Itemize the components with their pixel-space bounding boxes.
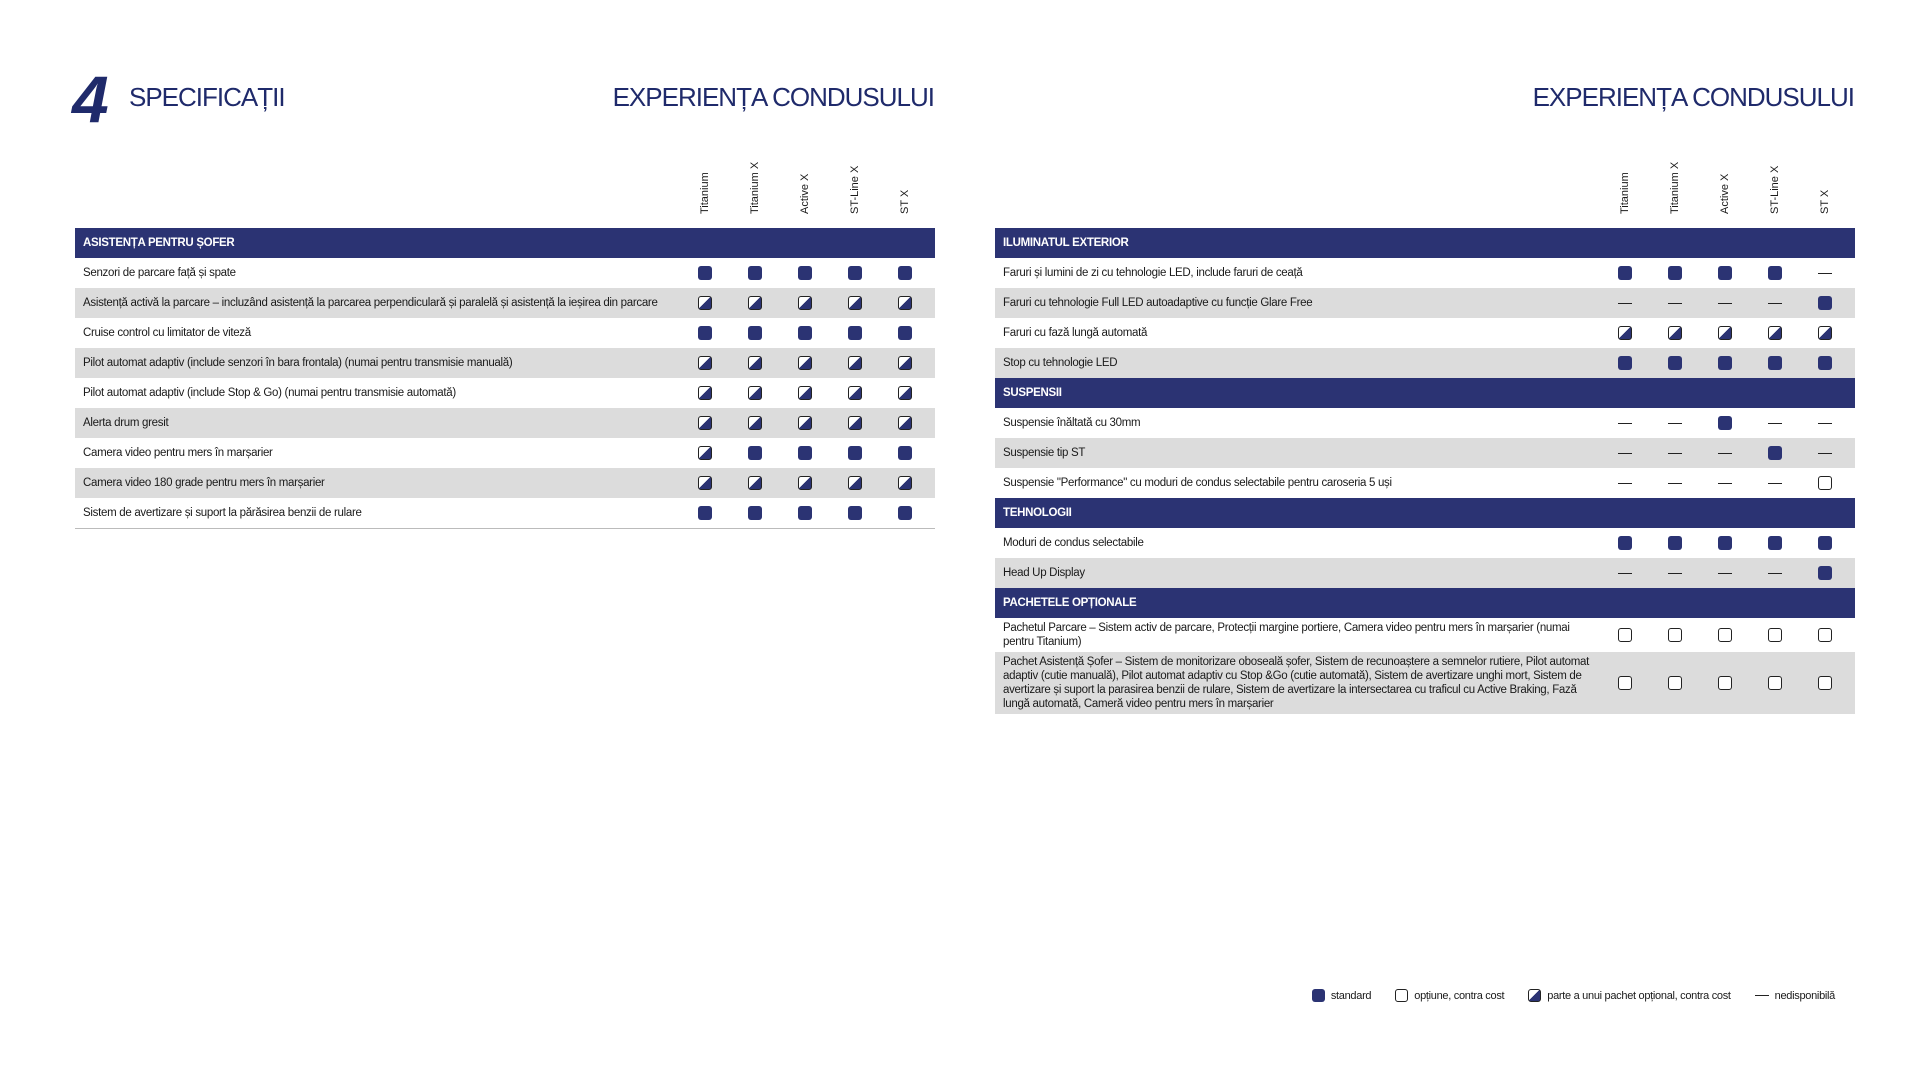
not-available-marker bbox=[1668, 573, 1682, 574]
package-marker bbox=[848, 386, 862, 400]
package-marker bbox=[748, 416, 762, 430]
standard-marker bbox=[1668, 536, 1682, 550]
column-header bbox=[680, 160, 730, 226]
row-label: Faruri cu fază lungă automată bbox=[1003, 327, 1148, 339]
standard-marker bbox=[748, 326, 762, 340]
column-header-label: Active X bbox=[1719, 173, 1731, 214]
right-spec-table bbox=[995, 160, 1855, 714]
table-row bbox=[75, 498, 935, 528]
table-row bbox=[75, 408, 935, 438]
row-values bbox=[685, 378, 935, 408]
table-row bbox=[995, 652, 1855, 714]
section-title: SPECIFICAȚII bbox=[129, 82, 285, 112]
column-header bbox=[1800, 160, 1850, 226]
standard-marker bbox=[1668, 266, 1682, 280]
column-header bbox=[880, 160, 930, 226]
not-available-marker bbox=[1668, 483, 1682, 484]
legend-label: standard bbox=[1330, 989, 1372, 1002]
option-marker bbox=[1818, 628, 1832, 642]
row-label: Pachet Asistență Șofer – Sistem de monitorizare oboseală șofer, Sistem de recunoaștere a semnelor rutiere, Pilot automat adaptiv (cutie manuală), Pilot automat adaptiv cu Stop &Go (cutie automată), Sistem de avertizare unghi mort, Sistem de avertizare și suport la parasirea benzii de rulare, Sistem de avertizare la intersectarea cu traficul cu Active Braking, Fază lungă automată, Cameră video pentru mers în marșarier bbox=[1003, 656, 1589, 710]
row-label: Senzori de parcare față și spate bbox=[83, 267, 236, 279]
column-header-label: Titanium bbox=[699, 172, 711, 214]
row-values bbox=[685, 288, 935, 318]
table-row bbox=[995, 408, 1855, 438]
not-available-marker-icon bbox=[1755, 995, 1769, 996]
not-available-marker bbox=[1618, 453, 1632, 454]
table-row bbox=[995, 558, 1855, 588]
legend-label: opțiune, contra cost bbox=[1414, 989, 1505, 1002]
standard-marker bbox=[698, 266, 712, 280]
not-available-marker bbox=[1768, 303, 1782, 304]
table-row bbox=[75, 348, 935, 378]
row-values bbox=[1605, 288, 1855, 318]
row-label: Suspensie tip ST bbox=[1003, 447, 1086, 459]
standard-marker bbox=[1818, 566, 1832, 580]
standard-marker bbox=[1668, 356, 1682, 370]
package-marker bbox=[698, 386, 712, 400]
option-marker-icon bbox=[1395, 989, 1408, 1002]
standard-marker bbox=[1618, 536, 1632, 550]
column-header-label: Titanium X bbox=[749, 161, 761, 214]
column-header-label: ST-Line X bbox=[1769, 165, 1781, 214]
table-row bbox=[995, 258, 1855, 288]
column-header bbox=[1650, 160, 1700, 226]
package-marker-icon bbox=[1528, 989, 1541, 1002]
package-marker bbox=[848, 476, 862, 490]
column-header-label: ST X bbox=[1819, 189, 1831, 214]
standard-marker bbox=[1718, 416, 1732, 430]
table-row bbox=[995, 618, 1855, 652]
standard-marker bbox=[898, 506, 912, 520]
legend-label: nedisponibilă bbox=[1774, 989, 1835, 1002]
table-row bbox=[995, 348, 1855, 378]
legend-item bbox=[1528, 989, 1730, 1002]
option-marker bbox=[1618, 628, 1632, 642]
standard-marker-icon bbox=[1312, 989, 1325, 1002]
legend bbox=[1288, 989, 1835, 1002]
not-available-marker bbox=[1768, 573, 1782, 574]
option-marker bbox=[1718, 676, 1732, 690]
option-marker bbox=[1718, 628, 1732, 642]
section-header: TEHNOLOGII bbox=[995, 498, 1855, 528]
not-available-marker bbox=[1818, 453, 1832, 454]
row-label: Pachetul Parcare – Sistem activ de parcare, Protecții margine portiere, Camera video pentru mers în marșarier (numai pentru Titanium) bbox=[1003, 622, 1570, 648]
option-marker bbox=[1818, 476, 1832, 490]
row-label: Pilot automat adaptiv (include senzori în bara frontala) (numai pentru transmisie manuală) bbox=[83, 357, 513, 369]
package-marker bbox=[848, 356, 862, 370]
row-values bbox=[1605, 618, 1855, 652]
standard-marker bbox=[1768, 356, 1782, 370]
column-header bbox=[1600, 160, 1650, 226]
left-spec-table bbox=[75, 160, 935, 529]
option-marker bbox=[1618, 676, 1632, 690]
legend-item bbox=[1755, 990, 1835, 1002]
package-marker bbox=[798, 386, 812, 400]
standard-marker bbox=[1818, 536, 1832, 550]
row-values bbox=[1605, 652, 1855, 714]
row-values bbox=[1605, 258, 1855, 288]
package-marker bbox=[748, 476, 762, 490]
standard-marker bbox=[1718, 266, 1732, 280]
package-marker bbox=[698, 446, 712, 460]
standard-marker bbox=[698, 506, 712, 520]
package-marker bbox=[1618, 326, 1632, 340]
package-marker bbox=[898, 476, 912, 490]
standard-marker bbox=[1618, 266, 1632, 280]
legend-item bbox=[1395, 989, 1504, 1002]
row-label: Stop cu tehnologie LED bbox=[1003, 357, 1118, 369]
not-available-marker bbox=[1618, 303, 1632, 304]
standard-marker bbox=[798, 446, 812, 460]
standard-marker bbox=[798, 326, 812, 340]
package-marker bbox=[798, 296, 812, 310]
table-row bbox=[995, 438, 1855, 468]
standard-marker bbox=[898, 266, 912, 280]
package-marker bbox=[798, 356, 812, 370]
column-header-label: ST-Line X bbox=[849, 165, 861, 214]
column-header bbox=[730, 160, 780, 226]
standard-marker bbox=[1768, 266, 1782, 280]
table-row bbox=[75, 378, 935, 408]
standard-marker bbox=[698, 326, 712, 340]
table-row bbox=[75, 468, 935, 498]
package-marker bbox=[698, 476, 712, 490]
standard-marker bbox=[1818, 356, 1832, 370]
standard-marker bbox=[798, 266, 812, 280]
not-available-marker bbox=[1618, 423, 1632, 424]
option-marker bbox=[1668, 676, 1682, 690]
row-values bbox=[1605, 528, 1855, 558]
row-label: Alerta drum gresit bbox=[83, 417, 169, 429]
column-header bbox=[1750, 160, 1800, 226]
left-panel-title: EXPERIENȚA CONDUSULUI bbox=[612, 82, 934, 112]
standard-marker bbox=[1818, 296, 1832, 310]
column-headers bbox=[995, 160, 1855, 228]
not-available-marker bbox=[1818, 273, 1832, 274]
column-headers bbox=[75, 160, 935, 228]
row-values bbox=[1605, 438, 1855, 468]
standard-marker bbox=[1768, 536, 1782, 550]
column-header-label: Titanium X bbox=[1669, 161, 1681, 214]
package-marker bbox=[848, 296, 862, 310]
package-marker bbox=[1718, 326, 1732, 340]
column-header bbox=[830, 160, 880, 226]
package-marker bbox=[1668, 326, 1682, 340]
not-available-marker bbox=[1768, 483, 1782, 484]
table-row bbox=[995, 318, 1855, 348]
standard-marker bbox=[1718, 356, 1732, 370]
package-marker bbox=[798, 476, 812, 490]
package-marker bbox=[748, 386, 762, 400]
not-available-marker bbox=[1718, 483, 1732, 484]
row-values bbox=[685, 258, 935, 288]
row-label: Suspensie "Performance" cu moduri de condus selectabile pentru caroseria 5 uși bbox=[1003, 477, 1392, 489]
option-marker bbox=[1818, 676, 1832, 690]
package-marker bbox=[898, 356, 912, 370]
row-values bbox=[1605, 348, 1855, 378]
package-marker bbox=[748, 356, 762, 370]
row-values bbox=[685, 438, 935, 468]
page-number: 4 bbox=[72, 62, 105, 136]
package-marker bbox=[798, 416, 812, 430]
option-marker bbox=[1668, 628, 1682, 642]
not-available-marker bbox=[1668, 453, 1682, 454]
table-row bbox=[75, 288, 935, 318]
column-header-label: Active X bbox=[799, 173, 811, 214]
standard-marker bbox=[1768, 446, 1782, 460]
row-values bbox=[1605, 408, 1855, 438]
standard-marker bbox=[848, 326, 862, 340]
section-header: SUSPENSII bbox=[995, 378, 1855, 408]
legend-label: parte a unui pachet opțional, contra cost bbox=[1547, 989, 1731, 1002]
package-marker bbox=[1768, 326, 1782, 340]
row-label: Asistență activă la parcare – incluzând asistență la parcarea perpendiculară și paralelă și asistență la ieșirea din parcare bbox=[83, 297, 658, 309]
standard-marker bbox=[748, 446, 762, 460]
standard-marker bbox=[848, 506, 862, 520]
row-label: Suspensie înăltată cu 30mm bbox=[1003, 417, 1141, 429]
column-header-label: ST X bbox=[899, 189, 911, 214]
section-header: PACHETELE OPȚIONALE bbox=[995, 588, 1855, 618]
section-header: ILUMINATUL EXTERIOR bbox=[995, 228, 1855, 258]
not-available-marker bbox=[1768, 423, 1782, 424]
row-values bbox=[685, 318, 935, 348]
column-header bbox=[1700, 160, 1750, 226]
row-values bbox=[1605, 468, 1855, 498]
standard-marker bbox=[898, 326, 912, 340]
row-values bbox=[1605, 318, 1855, 348]
column-header bbox=[780, 160, 830, 226]
table-row bbox=[995, 468, 1855, 498]
row-label: Faruri cu tehnologie Full LED autoadaptive cu funcție Glare Free bbox=[1003, 297, 1313, 309]
table-row bbox=[995, 528, 1855, 558]
row-label: Head Up Display bbox=[1003, 567, 1085, 579]
table-row bbox=[75, 258, 935, 288]
not-available-marker bbox=[1818, 423, 1832, 424]
section-header: ASISTENȚA PENTRU ȘOFER bbox=[75, 228, 935, 258]
standard-marker bbox=[848, 266, 862, 280]
table-row bbox=[75, 318, 935, 348]
package-marker bbox=[898, 386, 912, 400]
not-available-marker bbox=[1718, 303, 1732, 304]
package-marker bbox=[698, 356, 712, 370]
row-values bbox=[1605, 558, 1855, 588]
row-values bbox=[685, 498, 935, 528]
not-available-marker bbox=[1668, 303, 1682, 304]
row-label: Camera video 180 grade pentru mers în marșarier bbox=[83, 477, 325, 489]
row-label: Camera video pentru mers în marșarier bbox=[83, 447, 273, 459]
right-panel-title: EXPERIENȚA CONDUSULUI bbox=[1532, 82, 1854, 112]
standard-marker bbox=[748, 266, 762, 280]
table-row bbox=[75, 438, 935, 468]
package-marker bbox=[698, 296, 712, 310]
row-values bbox=[685, 408, 935, 438]
not-available-marker bbox=[1618, 483, 1632, 484]
row-label: Pilot automat adaptiv (include Stop & Go) (numai pentru transmisie automată) bbox=[83, 387, 456, 399]
row-values bbox=[685, 348, 935, 378]
standard-marker bbox=[1618, 356, 1632, 370]
standard-marker bbox=[798, 506, 812, 520]
package-marker bbox=[1818, 326, 1832, 340]
package-marker bbox=[748, 296, 762, 310]
column-header-label: Titanium bbox=[1619, 172, 1631, 214]
not-available-marker bbox=[1718, 573, 1732, 574]
not-available-marker bbox=[1668, 423, 1682, 424]
not-available-marker bbox=[1718, 453, 1732, 454]
option-marker bbox=[1768, 628, 1782, 642]
standard-marker bbox=[848, 446, 862, 460]
row-label: Sistem de avertizare și suport la părăsirea benzii de rulare bbox=[83, 507, 362, 519]
standard-marker bbox=[1718, 536, 1732, 550]
option-marker bbox=[1768, 676, 1782, 690]
package-marker bbox=[848, 416, 862, 430]
standard-marker bbox=[898, 446, 912, 460]
package-marker bbox=[898, 416, 912, 430]
standard-marker bbox=[748, 506, 762, 520]
row-label: Moduri de condus selectabile bbox=[1003, 537, 1144, 549]
row-values bbox=[685, 468, 935, 498]
table-row bbox=[995, 288, 1855, 318]
not-available-marker bbox=[1618, 573, 1632, 574]
package-marker bbox=[898, 296, 912, 310]
legend-item bbox=[1312, 989, 1371, 1002]
row-label: Faruri și lumini de zi cu tehnologie LED, include faruri de ceață bbox=[1003, 267, 1303, 279]
package-marker bbox=[698, 416, 712, 430]
row-label: Cruise control cu limitator de viteză bbox=[83, 327, 251, 339]
